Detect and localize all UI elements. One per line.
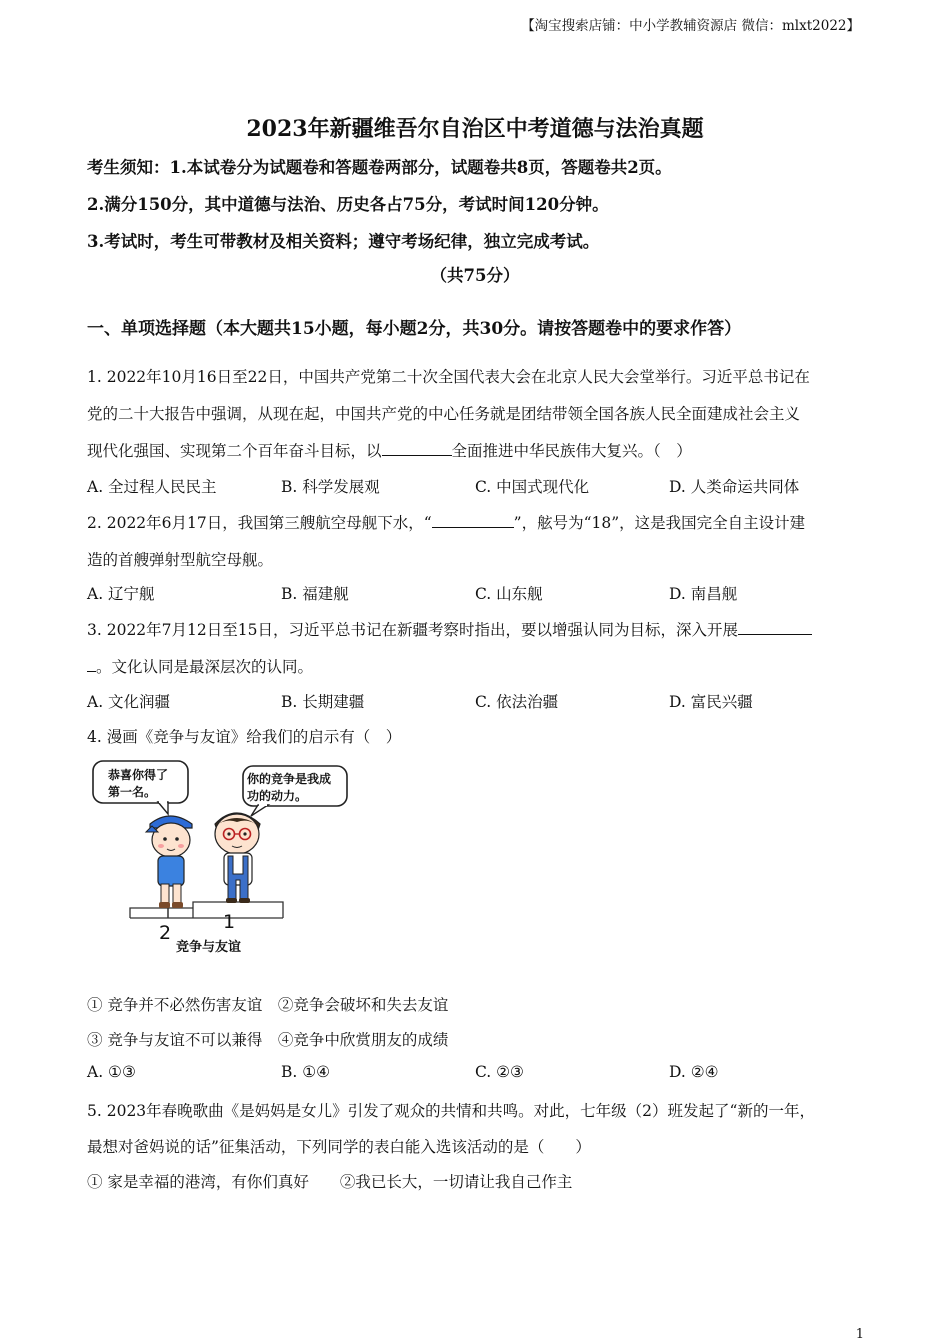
q3-blank-a: [738, 620, 812, 635]
q3-option-a: A. 文化润疆: [87, 693, 171, 711]
q3-line-2: [87, 655, 313, 677]
notice-line-1: 考生须知：1.本试卷分为试题卷和答题卷两部分，试题卷共8页，答题卷共2页。: [87, 158, 672, 177]
total-score: （共75分）: [430, 266, 520, 285]
q3-line-2-text: 。文化认同是最深层次的认同。: [96, 658, 314, 676]
notice-line-2: 2.满分150分，其中道德与法治、历史各占75分，考试时间120分钟。: [87, 195, 609, 214]
q4-statements-line-2: ③ 竞争与友谊不可以兼得 ④竞争中欣赏朋友的成绩: [87, 1031, 449, 1049]
podium-rank-2: 2: [159, 922, 172, 944]
q1-line-3: [87, 439, 692, 461]
notice-line-3: 3.考试时，考生可带教材及相关资料；遵守考场纪律，独立完成考试。: [87, 232, 600, 251]
q2-line-1-start: 2. 2022年6月17日，我国第三艘航空母舰下水，“: [87, 514, 432, 532]
q1-option-b: B. 科学发展观: [281, 478, 380, 496]
q2-blank: [432, 513, 514, 528]
q2-line-1-end: ”，舷号为“18”，这是我国完全自主设计建: [513, 514, 806, 532]
q4-option-d: D. ②④: [669, 1063, 719, 1081]
q1-line-2: 党的二十大报告中强调，从现在起，中国共产党的中心任务就是团结带领全国各族人民全面建成社会主义: [87, 405, 801, 423]
boy-second-place: [146, 816, 192, 908]
page-number: 1: [855, 1327, 864, 1342]
q3-option-c: C. 依法治疆: [475, 693, 559, 711]
q2-option-d: D. 南昌舰: [669, 585, 738, 603]
q3-line-1: [87, 618, 812, 640]
competition-friendship-cartoon: [88, 756, 353, 956]
q3-blank-b: [87, 657, 96, 672]
q4-stem: 4. 漫画《竞争与友谊》给我们的启示有（ ）: [87, 728, 402, 746]
q5-line-1: 5. 2023年春晚歌曲《是妈妈是女儿》引发了观众的共情和共鸣。对此，七年级（2）班发起了“新的一年，: [87, 1102, 815, 1120]
q4-option-c: C. ②③: [475, 1063, 524, 1081]
bubble-left-line-1: 恭喜你得了: [108, 768, 169, 782]
q3-option-b: B. 长期建疆: [281, 693, 365, 711]
header-shop-note: 【淘宝搜索店铺：中小学教辅资源店 微信：mlxt2022】: [521, 18, 860, 34]
q2-option-c: C. 山东舰: [475, 585, 543, 603]
q2-line-2: 造的首艘弹射型航空母舰。: [87, 551, 274, 569]
cartoon-caption: 竞争与友谊: [176, 940, 242, 955]
q3-option-d: D. 富民兴疆: [669, 693, 753, 711]
q2-option-b: B. 福建舰: [281, 585, 349, 603]
q5-line-2: 最想对爸妈说的话”征集活动，下列同学的表白能入选该活动的是（ ）: [87, 1138, 591, 1156]
q1-blank: [382, 441, 452, 456]
q1-line-1: 1. 2022年10月16日至22日，中国共产党第二十次全国代表大会在北京人民大会堂举行。习近平总书记在: [87, 368, 810, 386]
section-title: 一、单项选择题（本大题共15小题，每小题2分，共30分。请按答题卷中的要求作答）: [87, 319, 742, 339]
q4-option-b: B. ①④: [281, 1063, 331, 1081]
q1-option-a: A. 全过程人民民主: [87, 478, 217, 496]
q4-statements-line-1: ① 竞争并不必然伤害友谊 ②竞争会破坏和失去友谊: [87, 996, 449, 1014]
bubble-left-line-2: 第一名。: [108, 785, 157, 799]
bubble-right-line-2: 功的动力。: [247, 789, 308, 803]
bubble-right-line-1: 你的竞争是我成: [247, 772, 332, 786]
q5-line-3: ① 家是幸福的港湾，有你们真好 ②我已长大，一切请让我自己作主: [87, 1173, 573, 1191]
page-title: 2023年新疆维吾尔自治区中考道德与法治真题: [246, 116, 704, 142]
q3-line-1-text: 3. 2022年7月12日至15日，习近平总书记在新疆考察时指出，要以增强认同为目标，深入开展: [87, 621, 738, 639]
podium-rank-1: 1: [223, 911, 236, 933]
q2-option-a: A. 辽宁舰: [87, 585, 155, 603]
q1-option-c: C. 中国式现代化: [475, 478, 590, 496]
q1-option-d: D. 人类命运共同体: [669, 478, 800, 496]
q1-line-3-end: 全面推进中华民族伟大复兴。（ ）: [451, 442, 692, 460]
q2-line-1: [87, 511, 805, 533]
q1-line-3-start: 现代化强国、实现第二个百年奋斗目标，以: [87, 442, 382, 460]
q4-option-a: A. ①③: [87, 1063, 136, 1081]
boy-first-place: [215, 813, 260, 903]
